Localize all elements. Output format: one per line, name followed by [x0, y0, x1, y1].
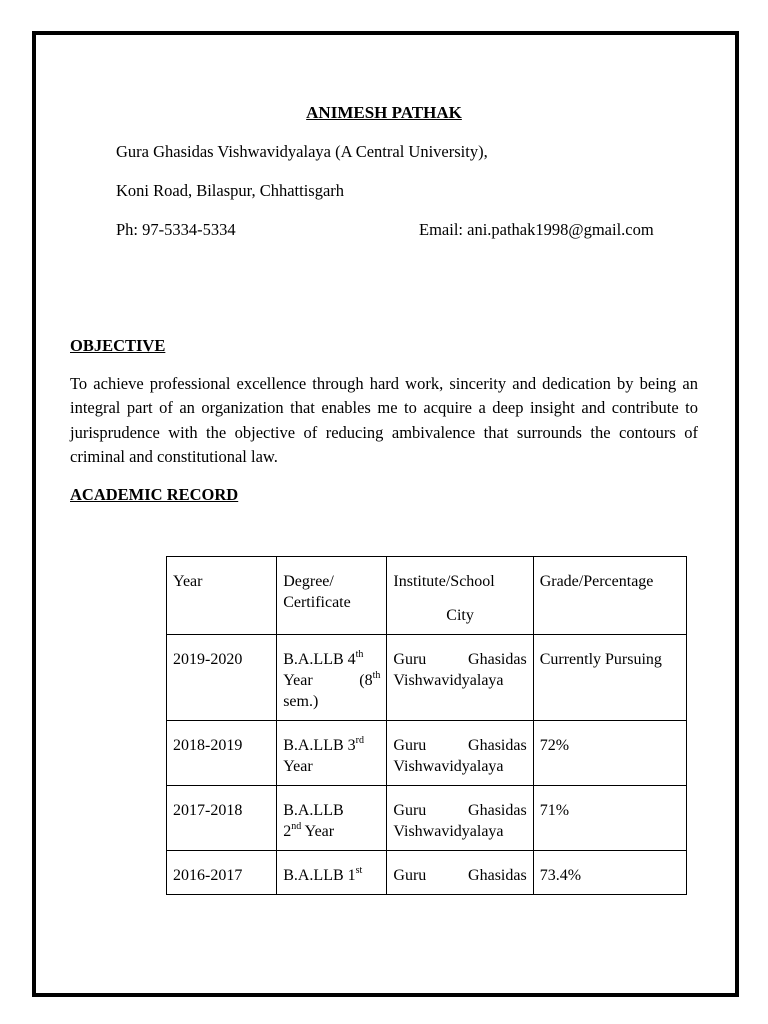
header-degree: Degree/ Certificate — [277, 557, 387, 635]
cell-institute — [387, 851, 533, 895]
institute-text: Ghasidas — [468, 651, 527, 668]
cell-degree — [277, 786, 387, 851]
degree-suffix: st — [355, 865, 363, 876]
phone-number: Ph: 97-5334-5334 — [116, 220, 236, 239]
cell-grade: 71% — [533, 786, 686, 851]
institute-text: Ghasidas — [468, 867, 527, 884]
table-row — [167, 635, 687, 721]
degree-text: Year — [283, 672, 313, 689]
institute-text: Guru — [393, 737, 427, 754]
address-line-2: Koni Road, Bilaspur, Chhattisgarh — [116, 181, 345, 200]
degree-text: B.A.LLB — [283, 802, 344, 819]
table-row — [167, 721, 687, 786]
institute-text: Guru — [393, 651, 427, 668]
header-year: Year — [167, 557, 277, 635]
cell-degree — [277, 721, 387, 786]
cell-year: 2019-2020 — [167, 635, 277, 721]
academic-record-table — [166, 556, 687, 895]
table-row — [167, 786, 687, 851]
institute-text: Ghasidas — [468, 737, 527, 754]
cell-institute — [387, 786, 533, 851]
degree-suffix: nd — [291, 821, 302, 832]
table-header-row — [167, 557, 687, 635]
degree-text: Year — [283, 758, 313, 775]
email-address: Email: ani.pathak1998@gmail.com — [419, 220, 654, 239]
candidate-name: ANIMESH PATHAK — [306, 103, 462, 122]
cell-grade: Currently Pursuing — [533, 635, 686, 721]
cell-degree — [277, 851, 387, 895]
header-grade: Grade/Percentage — [533, 557, 686, 635]
cell-year: 2016-2017 — [167, 851, 277, 895]
institute-text: Vishwavidyalaya — [393, 758, 504, 775]
cell-year: 2018-2019 — [167, 721, 277, 786]
degree-text: sem.) — [283, 693, 319, 710]
cell-institute — [387, 721, 533, 786]
degree-suffix: th — [355, 649, 364, 660]
address-line-1: Gura Ghasidas Vishwavidyalaya (A Central University), — [116, 142, 488, 161]
degree-text: (8 — [359, 672, 373, 689]
degree-text: Year — [304, 823, 335, 840]
degree-text: 2 — [283, 823, 292, 840]
objective-text: To achieve professional excellence through hard work, sincerity and dedication by being an integral part of an organization that enables me to acquire a deep insight and contribute to jurisprudence with the objective of reducing ambivalence that surrounds the contours of criminal and constitutional law. — [70, 374, 698, 466]
cell-institute — [387, 635, 533, 721]
cell-degree — [277, 635, 387, 721]
degree-text: B.A.LLB 4 — [283, 651, 356, 668]
header-institute-city: City — [446, 607, 474, 624]
degree-suffix: th — [372, 670, 381, 681]
academic-record-heading: ACADEMIC RECORD — [70, 485, 239, 504]
header-institute — [387, 557, 533, 635]
institute-text: Vishwavidyalaya — [393, 823, 504, 840]
header-institute-label: Institute/School — [393, 573, 495, 590]
institute-text: Guru — [393, 802, 427, 819]
degree-suffix: rd — [355, 735, 364, 746]
cell-year: 2017-2018 — [167, 786, 277, 851]
table-row — [167, 851, 687, 895]
cell-grade: 72% — [533, 721, 686, 786]
institute-text: Ghasidas — [468, 802, 527, 819]
degree-text: B.A.LLB 1 — [283, 867, 356, 884]
institute-text: Guru — [393, 867, 427, 884]
objective-heading: OBJECTIVE — [70, 336, 166, 355]
cell-grade: 73.4% — [533, 851, 686, 895]
institute-text: Vishwavidyalaya — [393, 672, 504, 689]
degree-text: B.A.LLB 3 — [283, 737, 356, 754]
